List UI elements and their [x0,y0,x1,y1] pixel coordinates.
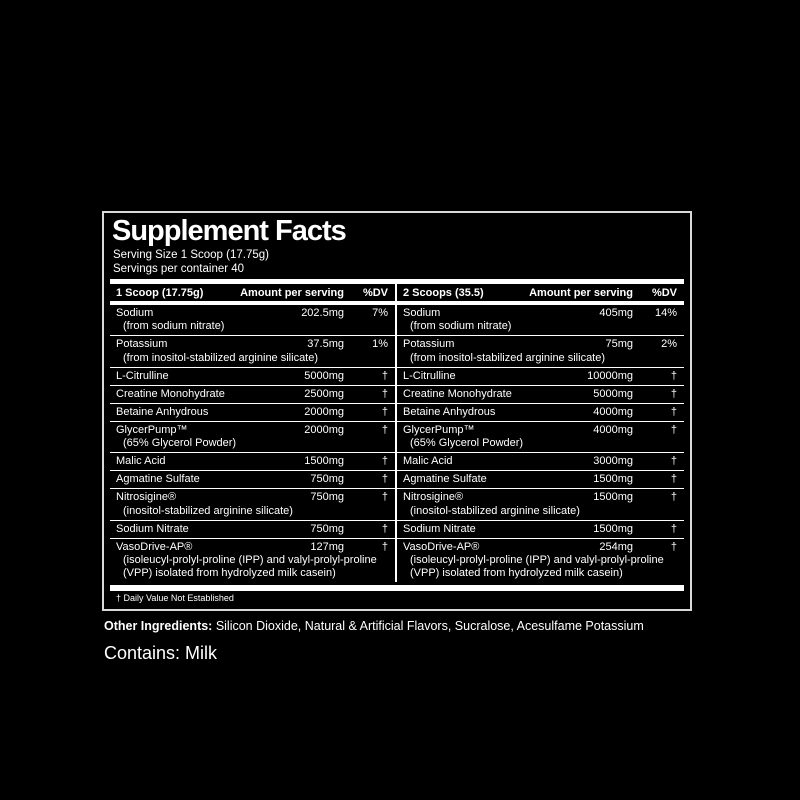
nutrient-row-main [397,388,684,401]
nutrient-subtext: (isoleucyl-prolyl-proline (IPP) and valyl-prolyl-proline (VPP) isolated from hydrolyzed milk casein) [410,554,664,579]
nutrient-daily-value: † [381,387,388,400]
nutrient-amount: 37.5mg [307,338,344,351]
nutrient-amount: 5000mg [304,369,344,382]
nutrient-daily-value: † [381,405,388,418]
supplement-facts-title: Supplement Facts [112,215,346,247]
nutrient-row-main [110,473,395,486]
nutrient-amount: 750mg [310,522,344,535]
nutrient-daily-value: † [670,473,677,486]
nutrient-row-main [110,455,395,468]
nutrient-amount: 750mg [310,473,344,486]
nutrient-daily-value: † [670,491,677,504]
nutrient-row-main [397,370,684,383]
column-2-rows [397,305,684,582]
nutrient-daily-value: † [381,491,388,504]
nutrient-daily-value: † [670,522,677,535]
nutrient-row-main [397,338,684,351]
nutrient-name: Nitrosigine® [116,491,177,504]
nutrient-row [397,421,684,453]
nutrient-row-main [110,491,395,504]
nutrient-row [397,403,684,421]
nutrient-daily-value: † [670,455,677,468]
nutrient-name: L-Citrulline [403,369,456,382]
other-ingredients-text: Silicon Dioxide, Natural & Artificial Flavors, Sucralose, Acesulfame Potassium [212,618,644,633]
nutrient-daily-value: † [381,423,388,436]
nutrient-amount: 75mg [605,338,633,351]
nutrient-row-main [397,307,684,320]
nutrient-amount: 1500mg [304,455,344,468]
nutrient-daily-value: 2% [661,338,677,351]
label-area [102,211,694,664]
nutrient-row-main [110,406,395,419]
nutrient-amount: 1500mg [593,522,633,535]
nutrient-row [397,470,684,488]
nutrient-amount: 4000mg [593,423,633,436]
nutrient-row [110,452,395,470]
nutrient-name: Nitrosigine® [403,491,464,504]
column-2-amount-header: Amount per serving [529,286,633,299]
nutrient-name: Malic Acid [116,455,166,468]
nutrient-daily-value: 7% [372,306,388,319]
nutrient-name: Sodium [403,306,441,319]
nutrient-subtext: (from sodium nitrate) [123,320,225,333]
nutrient-row [110,488,395,520]
nutrient-daily-value: † [381,540,388,553]
column-1-header [110,284,395,301]
nutrient-name: Sodium Nitrate [403,522,476,535]
nutrient-amount: 1500mg [593,491,633,504]
column-1-rows [110,305,395,582]
nutrient-daily-value: † [670,387,677,400]
servings-per-container-text: Servings per container 40 [113,263,245,276]
nutrient-row [110,335,395,367]
nutrient-name: Betaine Anhydrous [116,405,209,418]
nutrient-amount: 750mg [310,491,344,504]
column-1-scoop-label: 1 Scoop (17.75g) [116,286,204,299]
dosage-columns [110,284,684,582]
other-ingredients-label: Other Ingredients: [104,618,213,633]
nutrient-amount: 2000mg [304,405,344,418]
nutrient-subtext: (inositol-stabilized arginine silicate) [410,504,580,517]
nutrient-amount: 254mg [599,540,633,553]
nutrient-daily-value: † [670,423,677,436]
nutrient-daily-value: 1% [372,338,388,351]
nutrient-row [110,305,395,336]
column-1-amount-header: Amount per serving [240,286,344,299]
nutrient-row-main [110,523,395,536]
nutrient-subtext: (from inositol-stabilized arginine silicate) [410,351,606,364]
nutrient-row-main [397,491,684,504]
nutrient-name: Malic Acid [403,455,453,468]
nutrient-daily-value: † [381,369,388,382]
column-2-scoops [397,284,684,582]
nutrient-row [397,335,684,367]
daily-value-footnote: † Daily Value Not Established [116,592,234,603]
nutrient-row-main [397,473,684,486]
nutrient-row [110,421,395,453]
nutrient-daily-value: † [381,522,388,535]
column-2-scoop-label: 2 Scoops (35.5) [403,286,484,299]
nutrient-row-main [110,424,395,437]
nutrient-name: Creatine Monohydrate [403,387,512,400]
nutrient-name: Potassium [403,338,455,351]
nutrient-amount: 1500mg [593,473,633,486]
nutrient-name: Agmatine Sulfate [403,473,487,486]
nutrient-name: GlycerPump™ [116,423,188,436]
nutrient-daily-value: † [381,473,388,486]
nutrient-subtext: (inositol-stabilized arginine silicate) [123,504,293,517]
nutrient-daily-value: † [670,369,677,382]
nutrient-amount: 5000mg [593,387,633,400]
nutrient-name: Betaine Anhydrous [403,405,496,418]
nutrient-row [397,520,684,538]
serving-size-text: Serving Size 1 Scoop (17.75g) [113,248,269,261]
nutrient-name: Potassium [116,338,168,351]
nutrient-row [110,470,395,488]
nutrient-row-main [110,307,395,320]
column-1-scoop [110,284,397,582]
nutrient-name: Agmatine Sulfate [116,473,200,486]
nutrient-row [110,538,395,582]
nutrient-amount: 127mg [310,540,344,553]
column-2-dv-header: %DV [651,286,677,299]
nutrient-row-main [397,541,684,554]
nutrient-daily-value: 14% [654,306,677,319]
contains-statement: Contains: Milk [104,643,218,664]
supplement-facts-panel [102,211,692,611]
nutrient-subtext: (from sodium nitrate) [410,320,512,333]
nutrient-name: GlycerPump™ [403,423,475,436]
nutrient-row-main [110,338,395,351]
nutrient-row [397,452,684,470]
nutrient-subtext: (65% Glycerol Powder) [123,437,237,450]
nutrient-daily-value: † [381,455,388,468]
nutrient-row [110,403,395,421]
nutrient-row [110,520,395,538]
other-ingredients-line [102,619,694,633]
nutrient-subtext: (from inositol-stabilized arginine silicate) [123,351,319,364]
nutrient-subtext: (isoleucyl-prolyl-proline (IPP) and valyl-prolyl-proline (VPP) isolated from hydrolyzed milk casein) [123,554,377,579]
nutrient-row [397,385,684,403]
nutrient-row [397,538,684,582]
nutrient-name: VasoDrive-AP® [403,540,480,553]
nutrient-amount: 202.5mg [301,306,344,319]
nutrient-row [110,385,395,403]
nutrient-row-main [110,388,395,401]
nutrient-row-main [110,541,395,554]
nutrient-daily-value: † [670,540,677,553]
nutrient-amount: 4000mg [593,405,633,418]
nutrient-amount: 2000mg [304,423,344,436]
nutrient-name: Sodium [116,306,154,319]
column-2-header [397,284,684,301]
nutrient-name: Sodium Nitrate [116,522,189,535]
nutrient-row-main [397,424,684,437]
nutrient-name: VasoDrive-AP® [116,540,193,553]
nutrient-name: Creatine Monohydrate [116,387,225,400]
nutrient-row [397,367,684,385]
nutrient-name: L-Citrulline [116,369,169,382]
nutrient-amount: 10000mg [587,369,633,382]
nutrient-row [110,367,395,385]
nutrient-row [397,305,684,336]
nutrient-row [397,488,684,520]
nutrient-amount: 2500mg [304,387,344,400]
column-1-dv-header: %DV [362,286,388,299]
nutrient-row-main [397,406,684,419]
nutrient-subtext: (65% Glycerol Powder) [410,437,524,450]
nutrient-row-main [110,370,395,383]
nutrient-daily-value: † [670,405,677,418]
nutrient-row-main [397,523,684,536]
nutrient-amount: 3000mg [593,455,633,468]
nutrient-amount: 405mg [599,306,633,319]
nutrient-row-main [397,455,684,468]
